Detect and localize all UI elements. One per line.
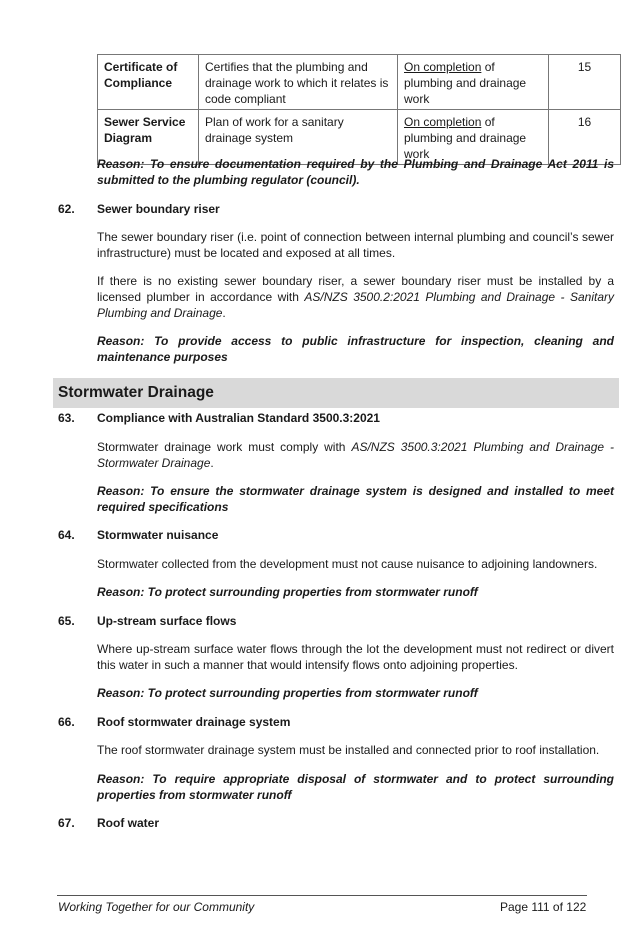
- standard-reference: AS/NZS 3500.2:2021 Plumbing and Drainage - Sanitary Plumbing and Drainage: [97, 290, 614, 320]
- document-description: Certifies that the plumbing and drainage work to which it relates is code compliant: [199, 55, 398, 110]
- condition-title: Compliance with Australian Standard 3500.3:2021: [97, 411, 380, 425]
- condition-paragraph: Stormwater drainage work must comply with AS/NZS 3500.3:2021 Plumbing and Drainage - Stormwater Drainage.: [97, 440, 614, 470]
- reason-text: Reason: To ensure documentation required by the Plumbing and Drainage Act 2011 is submitted to the plumbing regulator (council).: [97, 157, 614, 187]
- condition-title: Up-stream surface flows: [97, 614, 237, 628]
- condition-title: Stormwater nuisance: [97, 528, 219, 542]
- condition-paragraph: Stormwater collected from the development must not cause nuisance to adjoining landowners.: [97, 557, 598, 571]
- reason-text: Reason: To protect surrounding properties from stormwater runoff: [97, 585, 478, 599]
- condition-paragraph: Where up-stream surface water flows through the lot the development must not redirect or divert this water in such a manner that would intensify flows onto adjoining properties.: [97, 642, 614, 672]
- document-timing: [398, 55, 549, 110]
- condition-number: 65.: [58, 614, 75, 628]
- condition-number: 62.: [58, 202, 75, 216]
- timing-underlined: On completion: [404, 115, 482, 129]
- condition-number: 64.: [58, 528, 75, 542]
- document-form-number: 15: [549, 55, 621, 110]
- footer-slogan: Working Together for our Community: [58, 900, 255, 914]
- condition-number: 63.: [58, 411, 75, 425]
- document-name: Certificate of Compliance: [98, 55, 199, 110]
- condition-title: Roof water: [97, 816, 160, 830]
- document-name: Sewer Service Diagram: [98, 110, 199, 165]
- reason-text: Reason: To provide access to public infrastructure for inspection, cleaning and maintenance purposes: [97, 334, 614, 364]
- condition-title: Roof stormwater drainage system: [97, 715, 291, 729]
- reason-text: Reason: To ensure the stormwater drainage system is designed and installed to meet required specifications: [97, 484, 614, 514]
- condition-paragraph: If there is no existing sewer boundary riser, a sewer boundary riser must be installed by a licensed plumber in accordance with AS/NZS 3500.2:2021 Plumbing and Drainage - Sanitary Plumbing and Drainage.: [97, 274, 614, 320]
- reason-text: Reason: To protect surrounding properties from stormwater runoff: [97, 686, 478, 700]
- timing-rest: of plumbing and drainage work: [404, 60, 527, 106]
- table-row: [98, 55, 621, 110]
- footer-divider: [57, 895, 587, 896]
- timing-underlined: On completion: [404, 60, 482, 74]
- condition-number: 67.: [58, 816, 75, 830]
- reason-text: Reason: To require appropriate disposal of stormwater and to protect surrounding properties from stormwater runoff: [97, 772, 614, 802]
- document-description: Plan of work for a sanitary drainage system: [199, 110, 398, 165]
- condition-paragraph: The roof stormwater drainage system must be installed and connected prior to roof installation.: [97, 743, 600, 757]
- condition-title: Sewer boundary riser: [97, 202, 220, 216]
- timing-rest: of plumbing and drainage work: [404, 115, 527, 161]
- documents-table: [97, 54, 621, 165]
- condition-number: 66.: [58, 715, 75, 729]
- document-form-number: 16: [549, 110, 621, 165]
- condition-paragraph: The sewer boundary riser (i.e. point of connection between internal plumbing and council’s sewer infrastructure) must be located and exposed at all times.: [97, 230, 614, 260]
- section-header: [53, 378, 619, 408]
- standard-reference: AS/NZS 3500.3:2021 Plumbing and Drainage - Stormwater Drainage: [97, 440, 614, 470]
- section-title: Stormwater Drainage: [58, 384, 214, 401]
- page-number: Page 111 of 122: [500, 900, 587, 914]
